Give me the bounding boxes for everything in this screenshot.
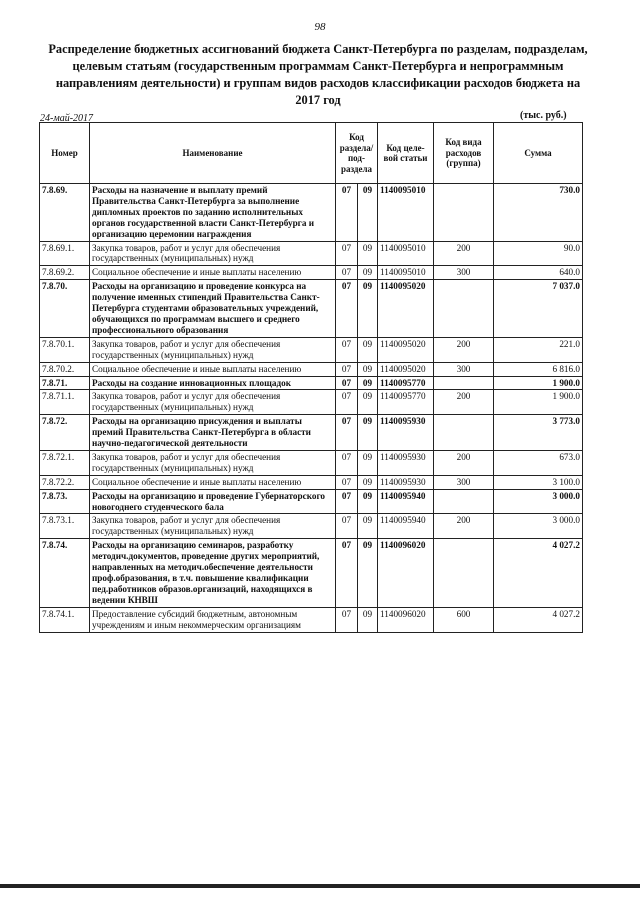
row-number: 7.8.70.2. (40, 362, 90, 376)
row-expense-group (434, 376, 494, 390)
row-section: 07 (336, 390, 358, 415)
row-article-code: 1140095770 (378, 376, 434, 390)
document-date: 24-май-2017 (40, 113, 94, 124)
table-row (40, 376, 583, 390)
row-section: 07 (336, 489, 358, 514)
row-expense-group: 200 (434, 514, 494, 539)
row-section: 07 (336, 241, 358, 266)
row-sum: 6 816.0 (494, 362, 583, 376)
row-article-code: 1140095940 (378, 514, 434, 539)
row-article-code: 1140096020 (378, 607, 434, 632)
row-sum: 730.0 (494, 184, 583, 242)
row-sum: 640.0 (494, 266, 583, 280)
budget-table (39, 122, 583, 633)
row-subsection: 09 (358, 539, 378, 607)
row-expense-group (434, 415, 494, 451)
row-name: Расходы на назначение и выплату премий Правительства Санкт-Петербурга за выполнение дипломных проектов по заданию исполнительных органов государственной власти Санкт-Петербурга и организацию церемонии награждения (90, 184, 336, 242)
header-name: Наименование (90, 123, 336, 184)
row-expense-group: 300 (434, 362, 494, 376)
row-section: 07 (336, 376, 358, 390)
row-subsection: 09 (358, 184, 378, 242)
row-article-code: 1140095930 (378, 475, 434, 489)
row-name: Закупка товаров, работ и услуг для обеспечения государственных (муниципальных) нужд (90, 390, 336, 415)
row-article-code: 1140095020 (378, 280, 434, 338)
row-expense-group: 200 (434, 450, 494, 475)
row-expense-group: 200 (434, 337, 494, 362)
row-article-code: 1140095940 (378, 489, 434, 514)
row-article-code: 1140095010 (378, 241, 434, 266)
row-number: 7.8.72.1. (40, 450, 90, 475)
header-number: Номер (40, 123, 90, 184)
row-name: Расходы на организацию и проведение Губернаторского новогоднего студенческого бала (90, 489, 336, 514)
row-number: 7.8.73. (40, 489, 90, 514)
row-expense-group: 300 (434, 475, 494, 489)
row-subsection: 09 (358, 475, 378, 489)
table-row (40, 390, 583, 415)
table-row (40, 475, 583, 489)
row-section: 07 (336, 514, 358, 539)
header-expense-group: Код вида расходов (группа) (434, 123, 494, 184)
row-name: Социальное обеспечение и иные выплаты населению (90, 362, 336, 376)
row-section: 07 (336, 280, 358, 338)
row-subsection: 09 (358, 362, 378, 376)
row-name: Предоставление субсидий бюджетным, автономным учреждениям и иным некоммерческим организациям (90, 607, 336, 632)
row-sum: 90.0 (494, 241, 583, 266)
row-article-code: 1140095020 (378, 337, 434, 362)
row-sum: 221.0 (494, 337, 583, 362)
row-expense-group (434, 539, 494, 607)
row-section: 07 (336, 184, 358, 242)
table-row (40, 337, 583, 362)
row-number: 7.8.74. (40, 539, 90, 607)
row-sum: 7 037.0 (494, 280, 583, 338)
row-article-code: 1140095770 (378, 390, 434, 415)
row-number: 7.8.69. (40, 184, 90, 242)
row-subsection: 09 (358, 489, 378, 514)
row-section: 07 (336, 266, 358, 280)
row-subsection: 09 (358, 241, 378, 266)
bottom-border-line (0, 884, 640, 888)
row-sum: 3 000.0 (494, 489, 583, 514)
table-row (40, 241, 583, 266)
table-row (40, 539, 583, 607)
row-section: 07 (336, 362, 358, 376)
row-name: Расходы на организацию семинаров, разработку методич.документов, проведение других мероприятий, направленных на методич.обеспечение деятельности проф.образования, в т.ч. повышение квалификации пед.работников образов.организаций, находящихся в ведении КНВШ (90, 539, 336, 607)
row-number: 7.8.74.1. (40, 607, 90, 632)
row-name: Закупка товаров, работ и услуг для обеспечения государственных (муниципальных) нужд (90, 241, 336, 266)
row-subsection: 09 (358, 337, 378, 362)
row-subsection: 09 (358, 450, 378, 475)
table-row (40, 415, 583, 451)
row-subsection: 09 (358, 390, 378, 415)
row-sum: 1 900.0 (494, 390, 583, 415)
row-subsection: 09 (358, 280, 378, 338)
row-section: 07 (336, 450, 358, 475)
row-sum: 3 100.0 (494, 475, 583, 489)
row-number: 7.8.71.1. (40, 390, 90, 415)
row-number: 7.8.70. (40, 280, 90, 338)
row-number: 7.8.73.1. (40, 514, 90, 539)
row-expense-group: 300 (434, 266, 494, 280)
row-section: 07 (336, 475, 358, 489)
row-number: 7.8.70.1. (40, 337, 90, 362)
row-sum: 3 773.0 (494, 415, 583, 451)
row-name: Социальное обеспечение и иные выплаты населению (90, 266, 336, 280)
table-row (40, 280, 583, 338)
units-label: (тыс. руб.) (520, 110, 567, 121)
row-article-code: 1140095010 (378, 266, 434, 280)
table-row (40, 489, 583, 514)
row-name: Расходы на организацию присуждения и выплаты премий Правительства Санкт-Петербурга в области научно-педагогической деятельности (90, 415, 336, 451)
row-expense-group: 200 (434, 241, 494, 266)
row-article-code: 1140095930 (378, 450, 434, 475)
table-header-row (40, 123, 583, 184)
row-subsection: 09 (358, 376, 378, 390)
row-subsection: 09 (358, 607, 378, 632)
document-title: Распределение бюджетных ассигнований бюджета Санкт-Петербурга по разделам, подразделам, целевым статьям (государственным программам Санкт-Петербурга и непрограммным направлениям деятельности) и группам видов расходов классификации расходов бюджета на 2017 год (48, 42, 588, 107)
table-row (40, 184, 583, 242)
row-number: 7.8.72.2. (40, 475, 90, 489)
row-number: 7.8.69.1. (40, 241, 90, 266)
row-article-code: 1140095010 (378, 184, 434, 242)
row-number: 7.8.71. (40, 376, 90, 390)
table-body (40, 184, 583, 633)
row-sum: 673.0 (494, 450, 583, 475)
row-number: 7.8.72. (40, 415, 90, 451)
row-name: Расходы на создание инновационных площадок (90, 376, 336, 390)
row-number: 7.8.69.2. (40, 266, 90, 280)
table-row (40, 450, 583, 475)
page-number: 98 (314, 21, 326, 33)
header-sum: Сумма (494, 123, 583, 184)
row-subsection: 09 (358, 514, 378, 539)
row-expense-group (434, 184, 494, 242)
row-expense-group: 600 (434, 607, 494, 632)
row-expense-group: 200 (434, 390, 494, 415)
row-name: Расходы на организацию и проведение конкурса на получение именных стипендий Правительства Санкт-Петербурга студентами образовательных учреждений, обучающихся по программам высшего и среднего профессионального образования (90, 280, 336, 338)
row-name: Закупка товаров, работ и услуг для обеспечения государственных (муниципальных) нужд (90, 450, 336, 475)
header-section-code: Код раздела/ под- раздела (336, 123, 378, 184)
row-section: 07 (336, 337, 358, 362)
row-name: Социальное обеспечение и иные выплаты населению (90, 475, 336, 489)
row-article-code: 1140096020 (378, 539, 434, 607)
table-row (40, 607, 583, 632)
row-sum: 1 900.0 (494, 376, 583, 390)
row-section: 07 (336, 415, 358, 451)
row-name: Закупка товаров, работ и услуг для обеспечения государственных (муниципальных) нужд (90, 337, 336, 362)
row-section: 07 (336, 607, 358, 632)
row-sum: 3 000.0 (494, 514, 583, 539)
table-row (40, 514, 583, 539)
row-article-code: 1140095930 (378, 415, 434, 451)
header-article-code: Код целе- вой статьи (378, 123, 434, 184)
row-subsection: 09 (358, 415, 378, 451)
table-row (40, 266, 583, 280)
row-expense-group (434, 280, 494, 338)
row-sum: 4 027.2 (494, 539, 583, 607)
row-subsection: 09 (358, 266, 378, 280)
row-expense-group (434, 489, 494, 514)
table-row (40, 362, 583, 376)
row-name: Закупка товаров, работ и услуг для обеспечения государственных (муниципальных) нужд (90, 514, 336, 539)
row-sum: 4 027.2 (494, 607, 583, 632)
row-section: 07 (336, 539, 358, 607)
row-article-code: 1140095020 (378, 362, 434, 376)
